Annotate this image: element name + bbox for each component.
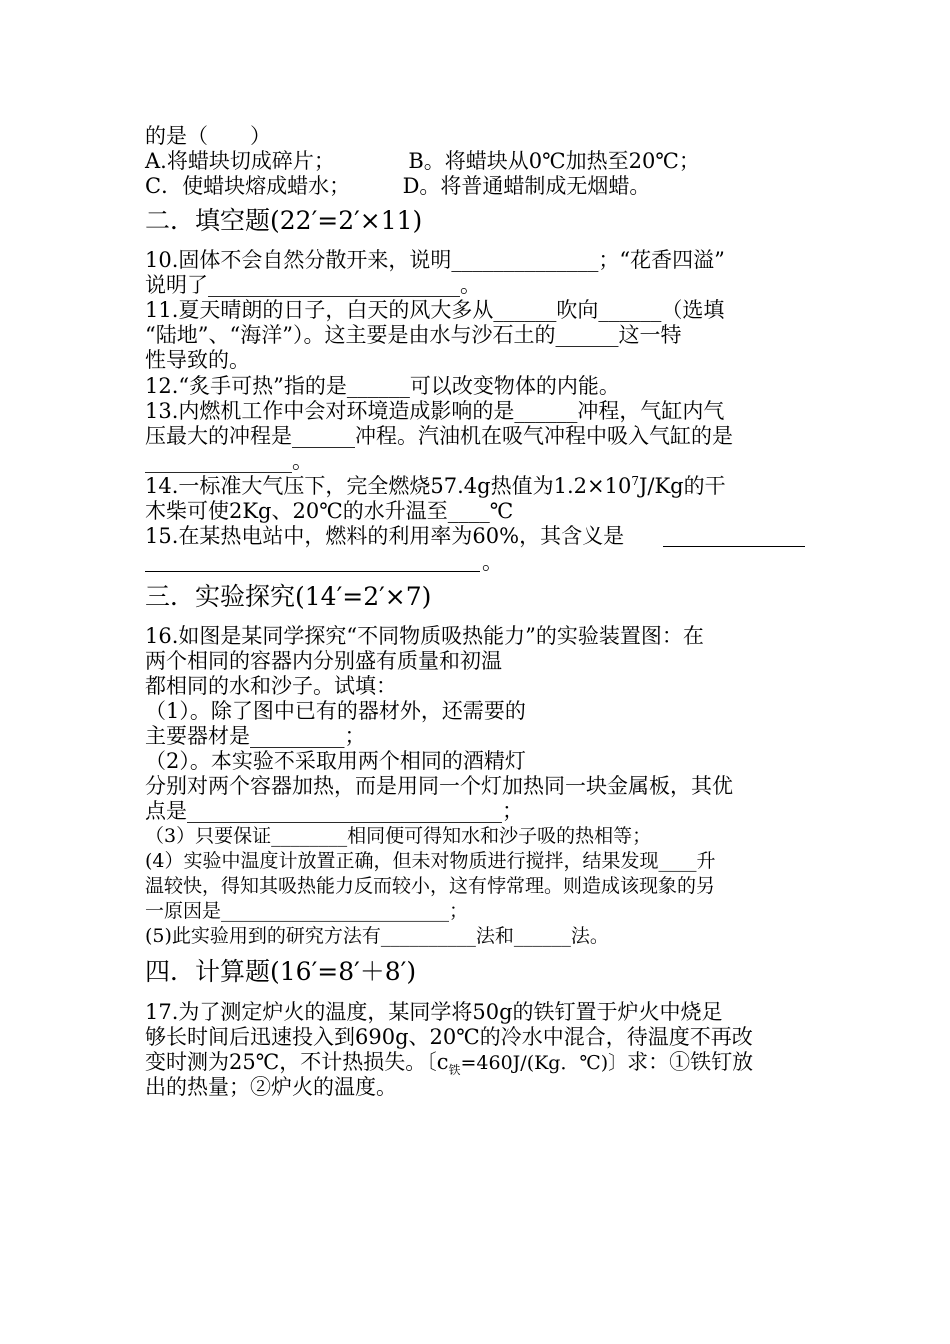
question-11-line-2: “陆地”、“海洋”）。这主要是由水与沙石土的______这一特 — [145, 323, 682, 347]
question-16-line-1: 16.如图是某同学探究“不同物质吸热能力”的实验装置图：在 — [145, 624, 704, 648]
question-16-line-2: 两个相同的容器内分别盛有质量和初温 — [145, 649, 502, 673]
question-13-line-3: ______________。 — [145, 449, 313, 473]
question-14-text-post: J/Kg的干 — [638, 474, 726, 498]
question-16-part-3: （3）只要保证________相同便可得知水和沙子吸的热相等； — [145, 825, 652, 847]
question-16-part-2: （2）。本实验不采取用两个相同的酒精灯 — [145, 749, 526, 773]
q9-options-ab: A.将蜡块切成碎片； B。将蜡块从0℃加热至20℃； — [145, 149, 700, 173]
question-16-part-2-blank: 点是______________________________； — [145, 799, 523, 823]
question-14-exponent: 7 — [631, 474, 639, 488]
question-16-line-3: 都相同的水和沙子。试填： — [145, 674, 397, 698]
question-17-text-mid: =460J/(Kg．℃)〕 — [460, 1052, 628, 1074]
question-14-text-pre: 14.一标准大气压下，完全燃烧57.4g热值为1.2×10 — [145, 474, 632, 498]
question-16-part-4: (4）实验中温度计放置正确，但未对物质进行搅拌，结果发现____升 — [145, 850, 716, 872]
question-14-line-1 — [145, 473, 726, 499]
question-12: 12.“炙手可热”指的是______可以改变物体的内能。 — [145, 374, 620, 398]
question-16-part-1: （1）。除了图中已有的器材外，还需要的 — [145, 699, 526, 723]
question-15-line-1: 15.在某热电站中，燃料的利用率为60%，其含义是 — [145, 524, 625, 548]
question-11-line-3: 性导致的。 — [145, 348, 250, 372]
question-17-text-pre: 变时测为25℃，不计热损失。〔c — [145, 1050, 449, 1074]
question-14-line-2: 木柴可使2Kg、20℃的水升温至____℃ — [145, 499, 514, 523]
section-heading-experiment: 三．实验探究(14′=2′×7) — [145, 582, 432, 611]
question-16-part-5: (5)此实验用到的研究方法有__________法和______法。 — [145, 925, 609, 947]
q9-stem-tail: 的是（ ） — [145, 124, 271, 148]
question-15-line-2: 。 — [482, 550, 503, 574]
section-heading-fill-blank: 二．填空题(22′=2′×11) — [145, 206, 423, 235]
question-16-part-2-cont: 分别对两个容器加热，而是用同一个灯加热同一块金属板，其优 — [145, 774, 733, 798]
question-11-line-1: 11.夏天晴朗的日子，白天的风大多从______吹向______（选填 — [145, 298, 725, 322]
question-17-line-2: 够长时间后迅速投入到690g、20℃的冷水中混合，待温度不再改 — [145, 1025, 753, 1049]
q9-options-cd: C．使蜡块熔成蜡水； D。将普通蜡制成无烟蜡。 — [145, 174, 651, 198]
question-16-part-1-blank: 主要器材是_________； — [145, 724, 366, 748]
question-16-part-4-blank: 一原因是________________________； — [145, 900, 469, 922]
question-17-text-post: 求：①铁钉放 — [627, 1050, 754, 1074]
question-17-subscript: 铁 — [448, 1063, 461, 1078]
question-10-line-1: 10.固体不会自然分散开来，说明______________；“花香四溢” — [145, 248, 725, 272]
question-13-line-1: 13.内燃机工作中会对环境造成影响的是______冲程，气缸内气 — [145, 399, 725, 423]
question-17-line-3 — [145, 1049, 753, 1076]
question-17-line-1: 17.为了测定炉火的温度，某同学将50g的铁钉置于炉火中烧足 — [145, 1000, 723, 1024]
question-10-line-2: 说明了________________________。 — [145, 273, 481, 297]
question-15-blank-1 — [663, 546, 805, 547]
question-17-line-4: 出的热量；②炉火的温度。 — [145, 1075, 397, 1099]
question-15-blank-2 — [145, 571, 480, 572]
section-heading-calculation: 四．计算题(16′=8′＋8′) — [145, 957, 417, 986]
question-13-line-2: 压最大的冲程是______冲程。汽油机在吸气冲程中吸入气缸的是 — [145, 424, 733, 448]
question-16-part-4-cont: 温较快，得知其吸热能力反而较小，这有悖常理。则造成该现象的另 — [145, 875, 716, 897]
